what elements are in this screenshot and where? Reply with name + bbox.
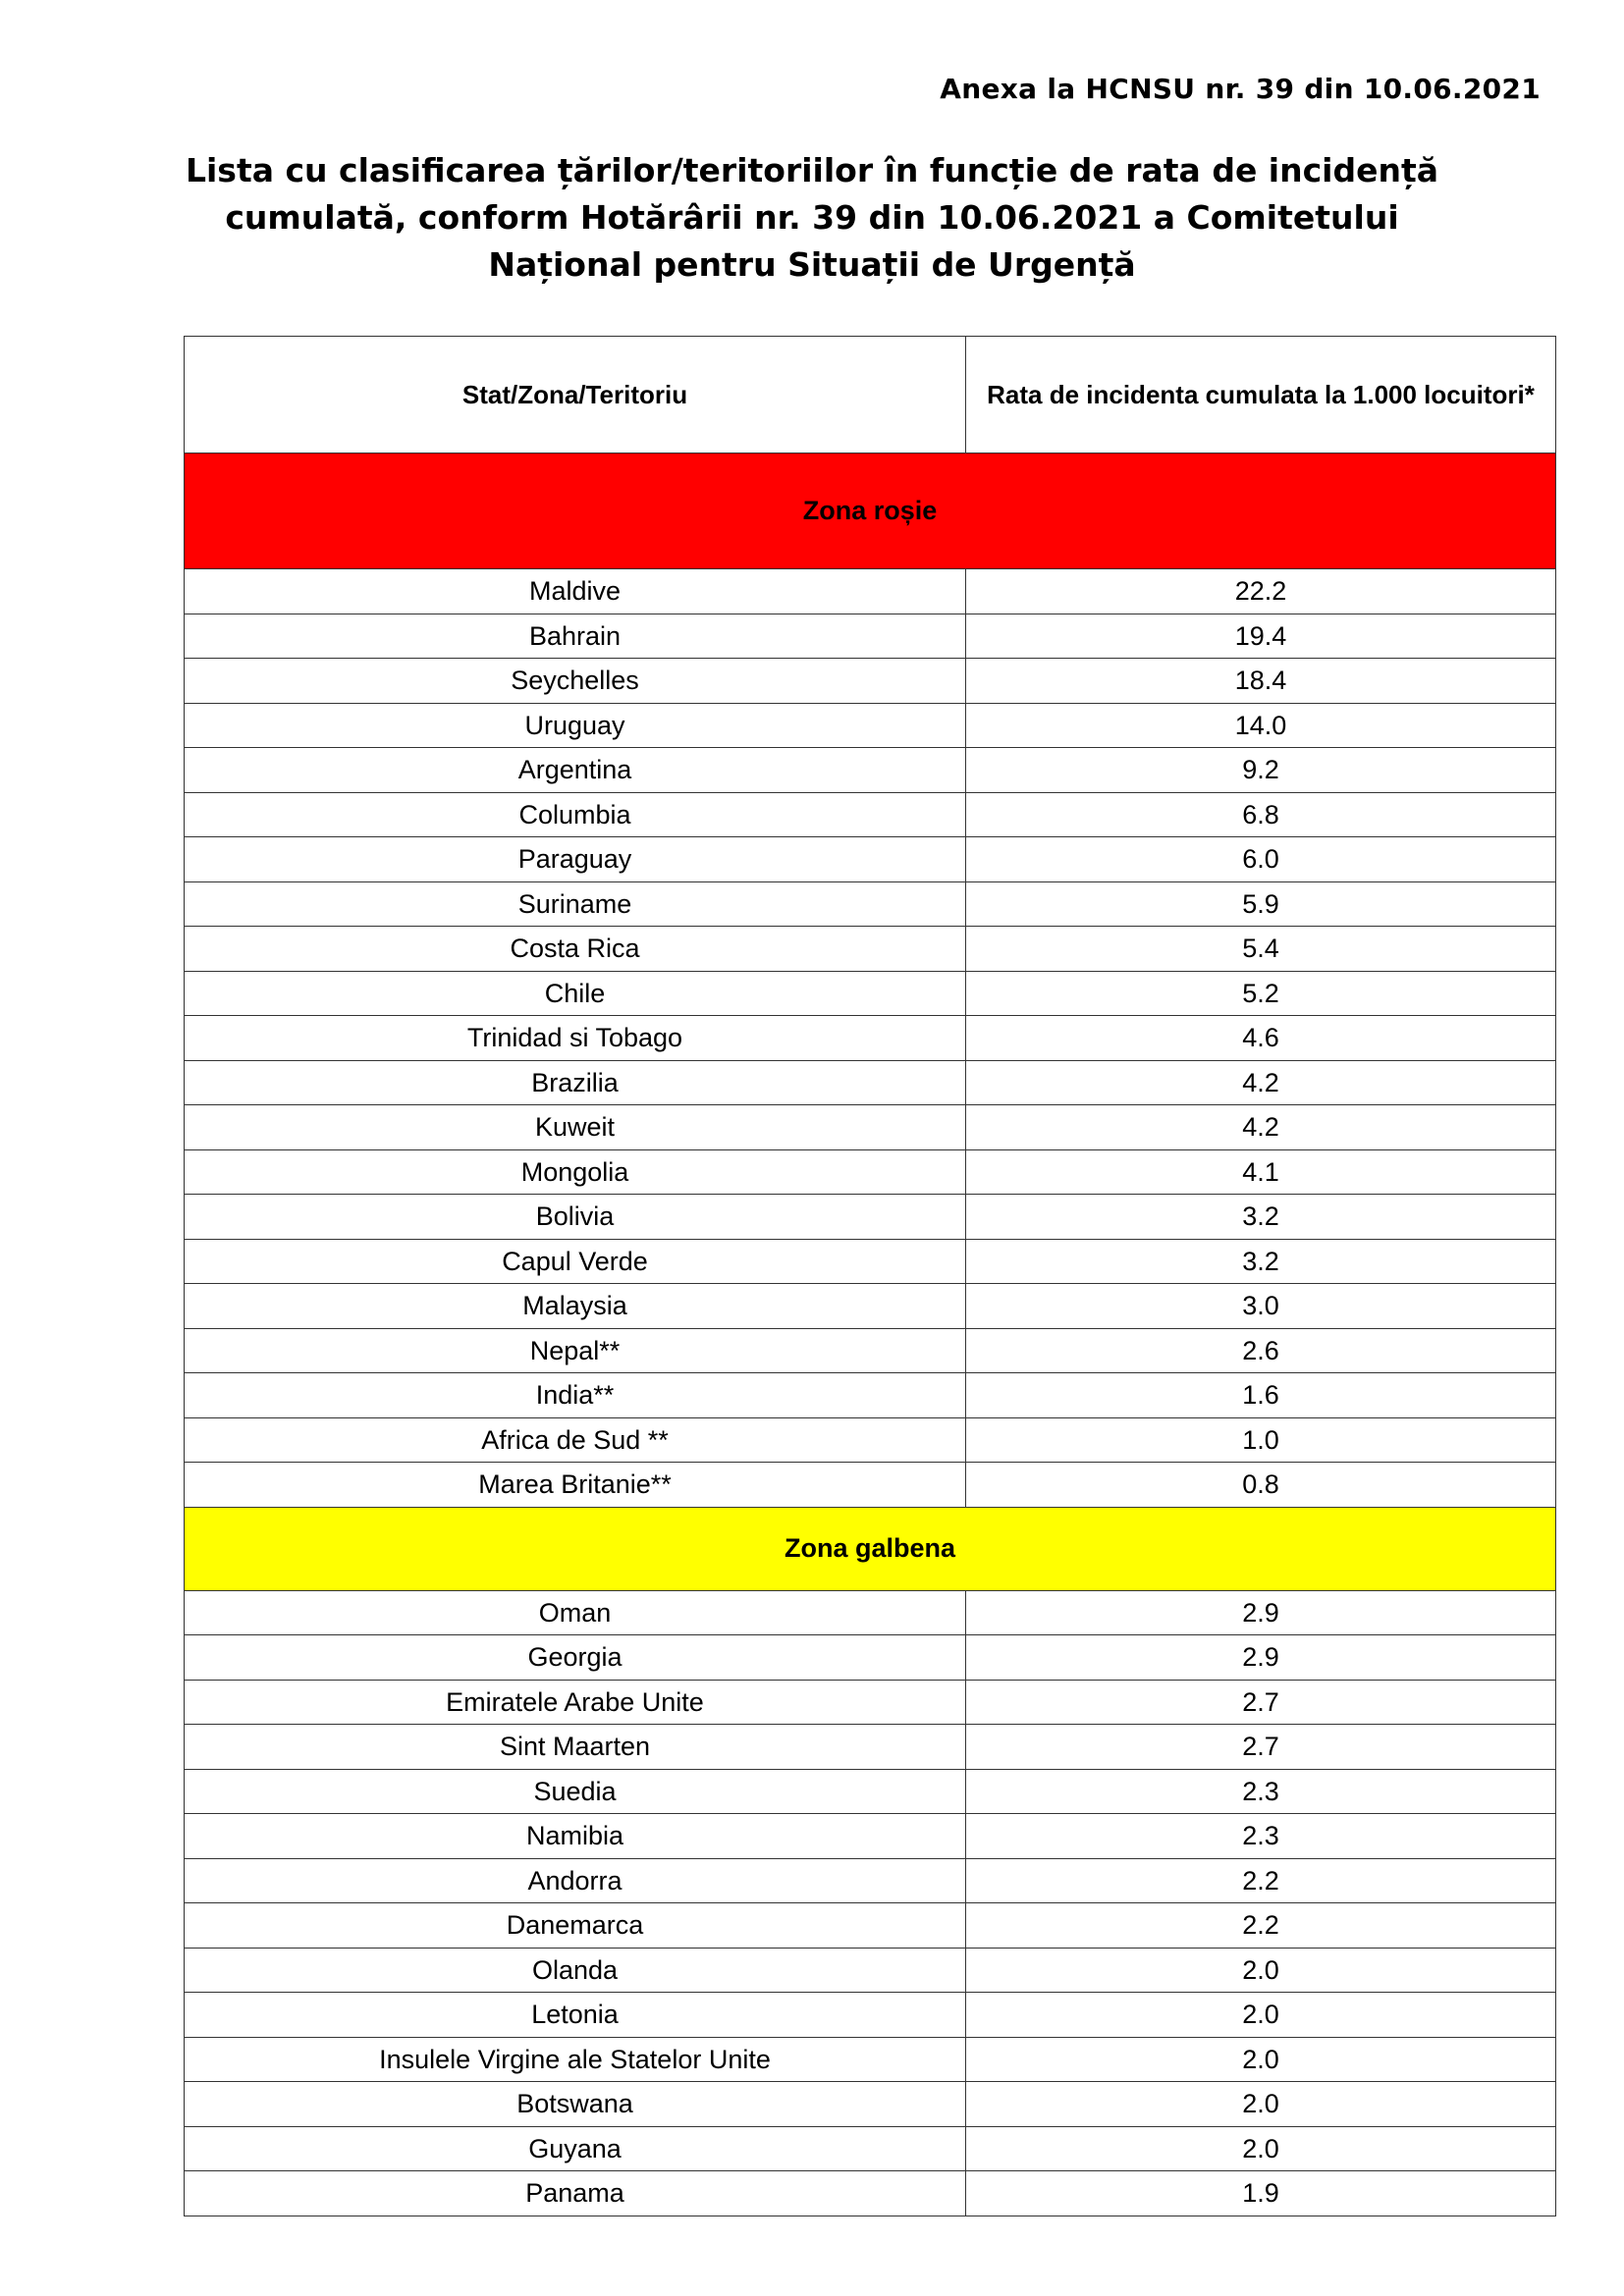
rate-cell: 2.9 [966, 1635, 1556, 1681]
country-cell: Columbia [185, 792, 966, 837]
rate-cell: 0.8 [966, 1463, 1556, 1508]
country-cell: Letonia [185, 1993, 966, 2038]
table-row [185, 792, 1556, 837]
country-cell: Maldive [185, 569, 966, 614]
country-cell: India** [185, 1373, 966, 1418]
country-cell: Suriname [185, 881, 966, 927]
country-cell: Emiratele Arabe Unite [185, 1680, 966, 1725]
country-cell: Malaysia [185, 1284, 966, 1329]
table-row [185, 1060, 1556, 1105]
document-title [177, 147, 1447, 289]
table-body [185, 454, 1556, 2216]
table-row [185, 2126, 1556, 2171]
table-row [185, 1993, 1556, 2038]
table-row [185, 1016, 1556, 1061]
annex-reference: Anexa la HCNSU nr. 39 din 10.06.2021 [940, 73, 1541, 105]
rate-cell: 2.2 [966, 1903, 1556, 1949]
rate-cell: 3.0 [966, 1284, 1556, 1329]
rate-cell: 2.7 [966, 1680, 1556, 1725]
country-cell: Namibia [185, 1814, 966, 1859]
table-row [185, 2082, 1556, 2127]
table-row [185, 1769, 1556, 1814]
country-cell: Seychelles [185, 659, 966, 704]
country-cell: Olanda [185, 1948, 966, 1993]
table-row [185, 703, 1556, 748]
table-row [185, 1725, 1556, 1770]
table-row [185, 1195, 1556, 1240]
table-row [185, 971, 1556, 1016]
table-row [185, 881, 1556, 927]
rate-cell: 5.9 [966, 881, 1556, 927]
country-cell: Danemarca [185, 1903, 966, 1949]
rate-cell: 3.2 [966, 1195, 1556, 1240]
country-cell: Capul Verde [185, 1239, 966, 1284]
incidence-table [184, 336, 1556, 2216]
rate-cell: 2.0 [966, 2037, 1556, 2082]
col-header-rate: Rata de incidenta cumulata la 1.000 locuitori* [966, 337, 1556, 454]
yellow-zone-label: Zona galbena [185, 1507, 1556, 1590]
country-cell: Mongolia [185, 1149, 966, 1195]
table-row [185, 1239, 1556, 1284]
table-row [185, 1814, 1556, 1859]
table-row [185, 1590, 1556, 1635]
table-row [185, 1417, 1556, 1463]
rate-cell: 6.8 [966, 792, 1556, 837]
country-cell: Andorra [185, 1858, 966, 1903]
rate-cell: 1.6 [966, 1373, 1556, 1418]
title-line-3: Național pentru Situații de Urgență [488, 245, 1136, 284]
rate-cell: 2.7 [966, 1725, 1556, 1770]
country-cell: Guyana [185, 2126, 966, 2171]
rate-cell: 6.0 [966, 837, 1556, 882]
country-cell: Panama [185, 2171, 966, 2216]
rate-cell: 1.0 [966, 1417, 1556, 1463]
table-row [185, 837, 1556, 882]
red-zone-label: Zona roșie [185, 454, 1556, 569]
rate-cell: 4.2 [966, 1060, 1556, 1105]
rate-cell: 2.3 [966, 1814, 1556, 1859]
country-cell: Suedia [185, 1769, 966, 1814]
table-header-row [185, 337, 1556, 454]
table-row [185, 614, 1556, 659]
table-row [185, 1328, 1556, 1373]
country-cell: Insulele Virgine ale Statelor Unite [185, 2037, 966, 2082]
table-row [185, 1635, 1556, 1681]
title-line-2: cumulată, conform Hotărârii nr. 39 din 10.06.2021 a Comitetului [225, 198, 1399, 237]
table-row [185, 1149, 1556, 1195]
title-line-1: Lista cu clasificarea țărilor/teritoriilor în funcție de rata de incidență [185, 151, 1439, 189]
yellow-zone-header [185, 1507, 1556, 1590]
rate-cell: 22.2 [966, 569, 1556, 614]
red-zone-header [185, 454, 1556, 569]
table-row [185, 2037, 1556, 2082]
country-cell: Kuweit [185, 1105, 966, 1150]
rate-cell: 2.9 [966, 1590, 1556, 1635]
rate-cell: 9.2 [966, 748, 1556, 793]
country-cell: Trinidad si Tobago [185, 1016, 966, 1061]
rate-cell: 4.6 [966, 1016, 1556, 1061]
table-row [185, 748, 1556, 793]
country-cell: Sint Maarten [185, 1725, 966, 1770]
table-row [185, 1284, 1556, 1329]
table-row [185, 1948, 1556, 1993]
rate-cell: 2.0 [966, 2082, 1556, 2127]
country-cell: Nepal** [185, 1328, 966, 1373]
rate-cell: 19.4 [966, 614, 1556, 659]
table-row [185, 1680, 1556, 1725]
table-row [185, 1463, 1556, 1508]
country-cell: Oman [185, 1590, 966, 1635]
rate-cell: 5.2 [966, 971, 1556, 1016]
country-cell: Marea Britanie** [185, 1463, 966, 1508]
country-cell: Argentina [185, 748, 966, 793]
country-cell: Africa de Sud ** [185, 1417, 966, 1463]
table-row [185, 1373, 1556, 1418]
country-cell: Bolivia [185, 1195, 966, 1240]
country-cell: Uruguay [185, 703, 966, 748]
rate-cell: 5.4 [966, 927, 1556, 972]
rate-cell: 2.3 [966, 1769, 1556, 1814]
country-cell: Costa Rica [185, 927, 966, 972]
table-row [185, 1903, 1556, 1949]
table-row [185, 569, 1556, 614]
rate-cell: 2.0 [966, 2126, 1556, 2171]
country-cell: Brazilia [185, 1060, 966, 1105]
rate-cell: 1.9 [966, 2171, 1556, 2216]
country-cell: Botswana [185, 2082, 966, 2127]
rate-cell: 2.2 [966, 1858, 1556, 1903]
country-cell: Georgia [185, 1635, 966, 1681]
table-row [185, 927, 1556, 972]
col-header-country: Stat/Zona/Teritoriu [185, 337, 966, 454]
rate-cell: 3.2 [966, 1239, 1556, 1284]
rate-cell: 2.6 [966, 1328, 1556, 1373]
table-row [185, 1105, 1556, 1150]
country-cell: Paraguay [185, 837, 966, 882]
country-cell: Chile [185, 971, 966, 1016]
table-row [185, 1858, 1556, 1903]
rate-cell: 2.0 [966, 1948, 1556, 1993]
table-row [185, 659, 1556, 704]
rate-cell: 14.0 [966, 703, 1556, 748]
rate-cell: 18.4 [966, 659, 1556, 704]
rate-cell: 2.0 [966, 1993, 1556, 2038]
rate-cell: 4.2 [966, 1105, 1556, 1150]
country-cell: Bahrain [185, 614, 966, 659]
table-row [185, 2171, 1556, 2216]
rate-cell: 4.1 [966, 1149, 1556, 1195]
